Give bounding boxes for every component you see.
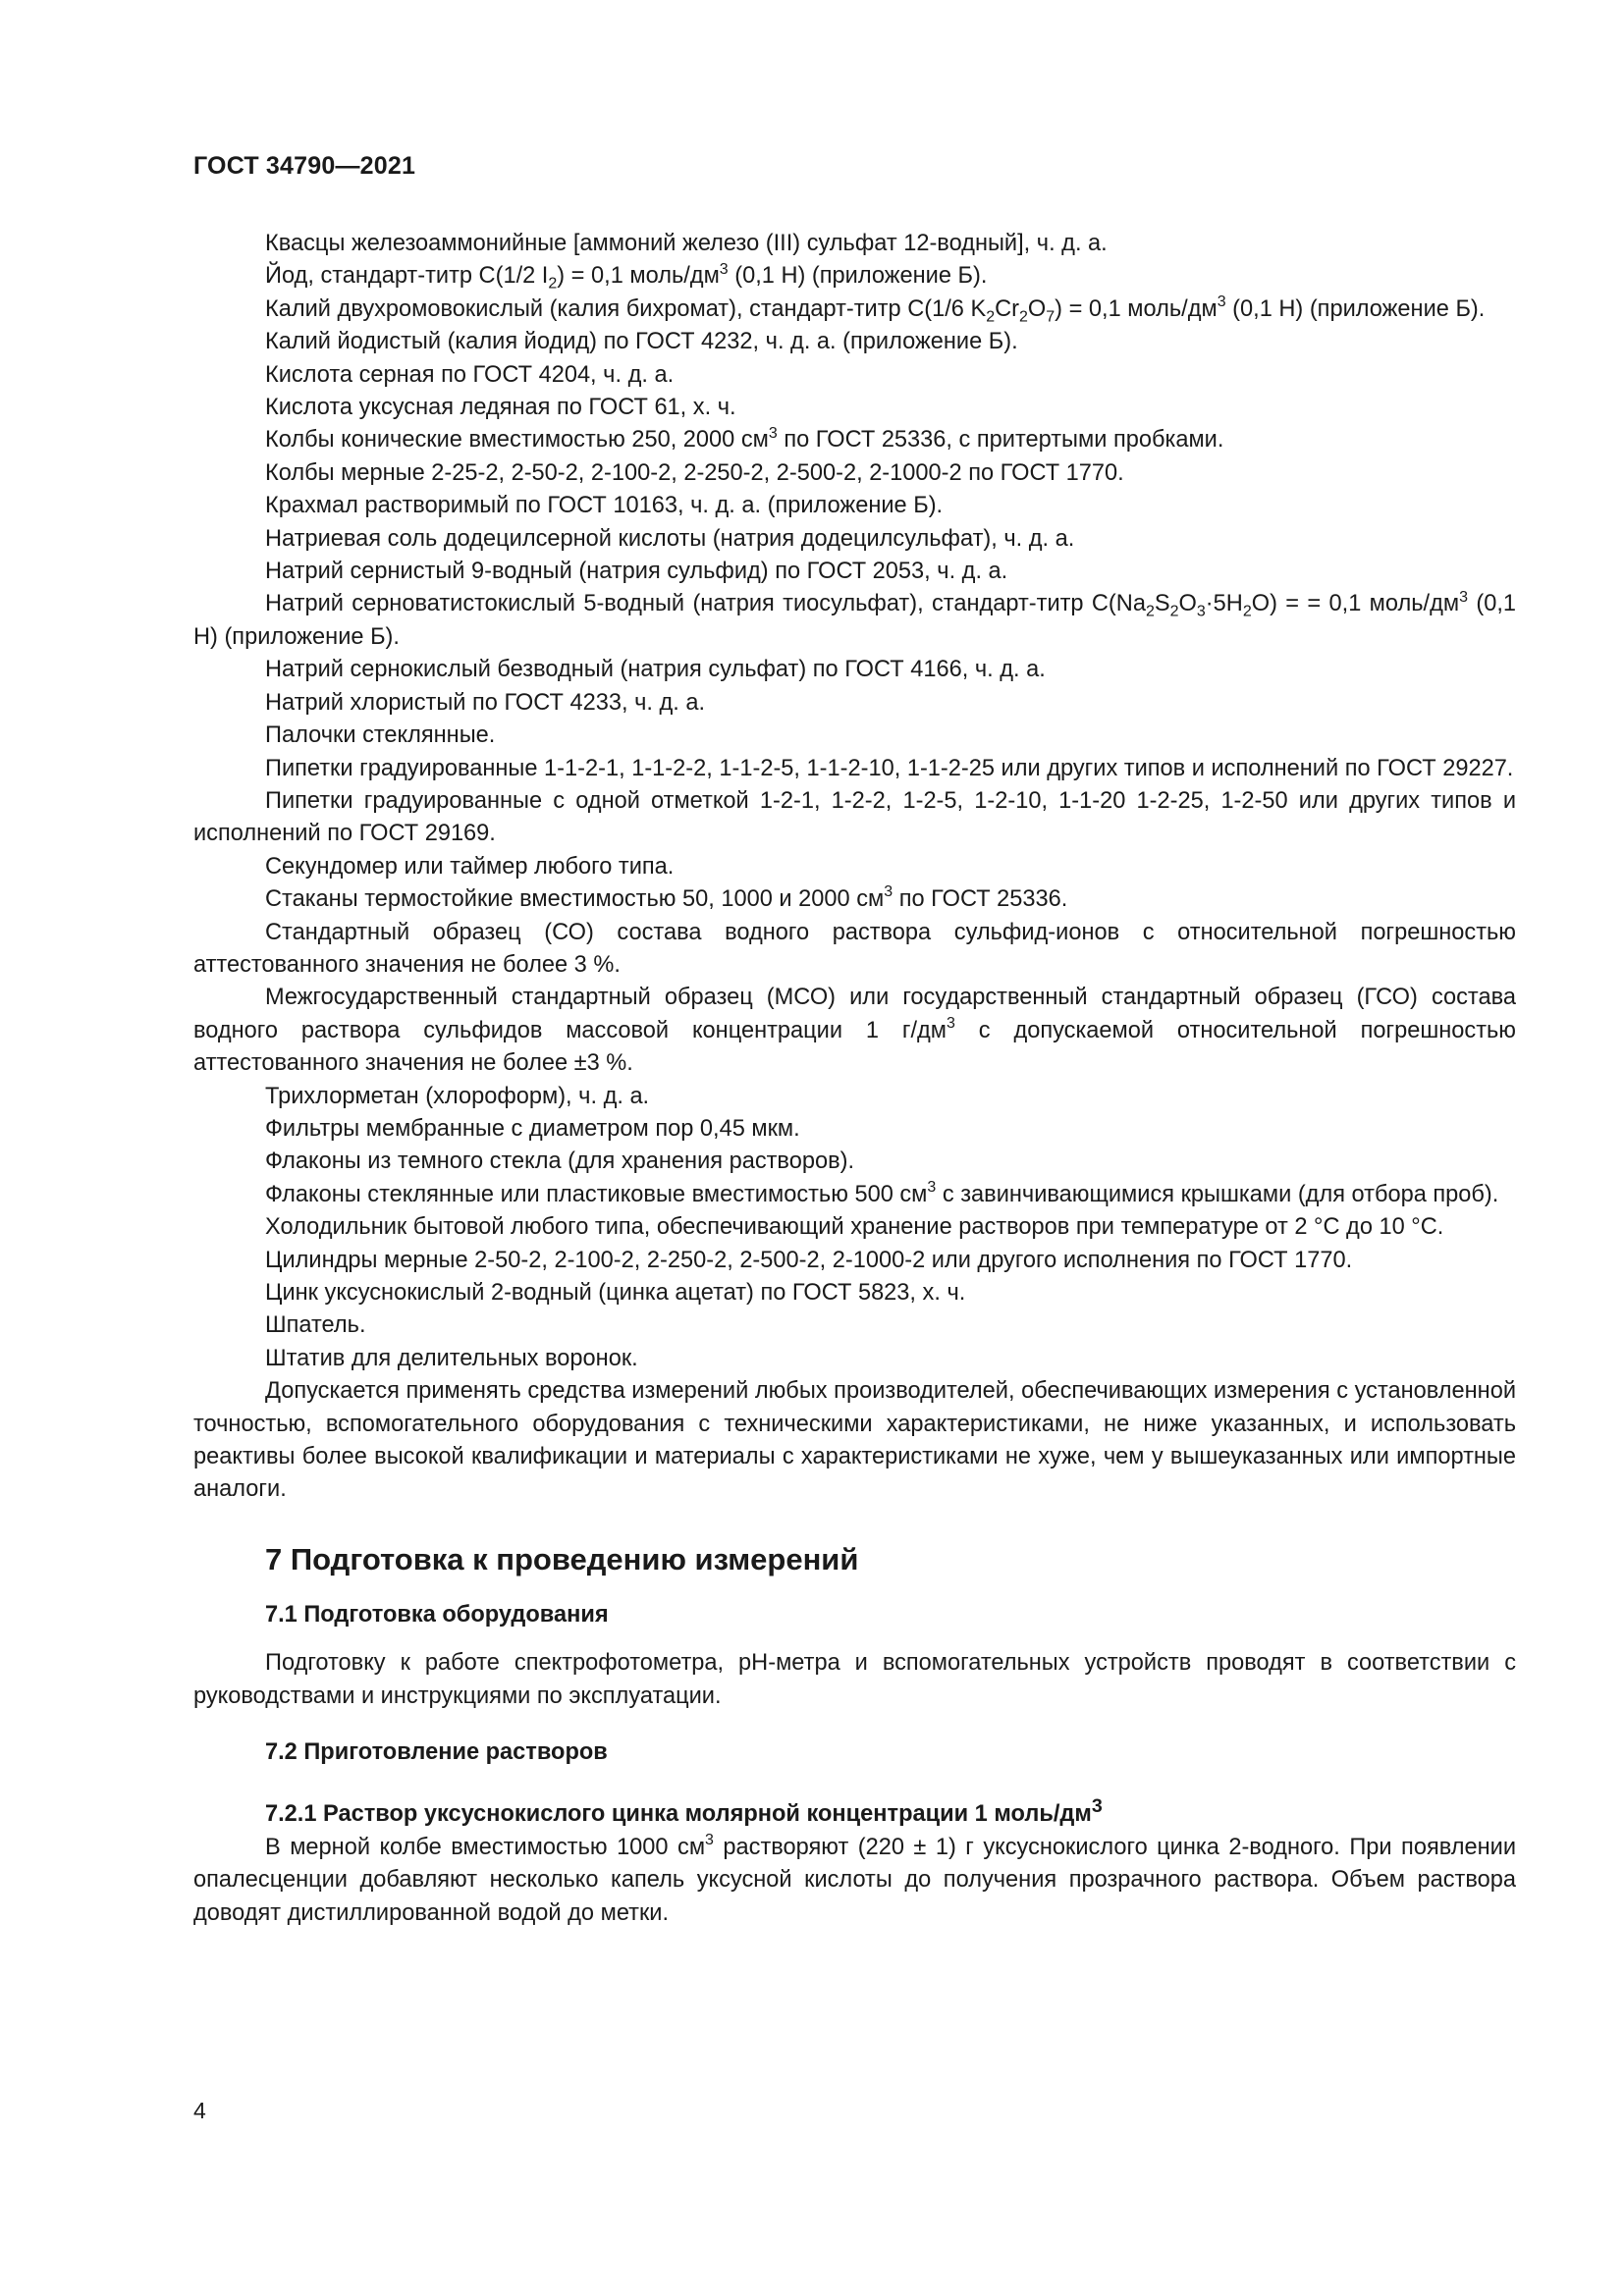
page-number: 4 bbox=[193, 2098, 206, 2123]
list-item: Допускается применять средства измерений любых производителей, обеспечивающих измерения с установленной точностью, вспомогательного оборудования с техническими характеристиками, не ниже указанных, и использовать реактивы более высокой квалификации и материалы с характеристиками не хуже, чем у вышеуказанных или импортные аналоги. bbox=[193, 1378, 1516, 1503]
list-item: Натрий сернокислый безводный (натрия сульфат) по ГОСТ 4166, ч. д. а. bbox=[265, 657, 1046, 683]
list-item: Натрий хлористый по ГОСТ 4233, ч. д. а. bbox=[265, 689, 706, 716]
list-item: Флаконы стеклянные или пластиковые вместимостью 500 $см^3$ с завинчивающимися крышками (для отбора проб). bbox=[265, 1178, 1499, 1207]
list-item: Кислота уксусная ледяная по ГОСТ 61, х. ч. bbox=[265, 395, 736, 421]
list-item: Калий йодистый (калия йодид) по ГОСТ 4232, ч. д. а. (приложение Б). bbox=[265, 329, 1018, 355]
list-item: Цинк уксуснокислый 2-водный (цинка ацетат) по ГОСТ 5823, х. ч. bbox=[265, 1280, 966, 1306]
list-item: Колбы мерные 2-25-2, 2-50-2, 2-100-2, 2-250-2, 2-500-2, 2-1000-2 по ГОСТ 1770. bbox=[265, 459, 1124, 486]
section-7-2-title: 7.2 Приготовление растворов bbox=[265, 1739, 608, 1766]
list-item: Пипетки градуированные 1-1-2-1, 1-1-2-2, 1-1-2-5, 1-1-2-10, 1-1-2-25 или других типов и исполнений по ГОСТ 29227. bbox=[265, 755, 1514, 781]
list-item: Натрий сернистый 9-водный (натрия сульфид) по ГОСТ 2053, ч. д. а. bbox=[265, 559, 1008, 585]
list-item: Шпатель. bbox=[265, 1312, 366, 1339]
list-item: Секундомер или таймер любого типа. bbox=[265, 853, 675, 880]
list-item: Натриевая соль додецилсерной кислоты (натрия додецилсульфат), ч. д. а. bbox=[265, 525, 1075, 552]
list-item: Штатив для делительных воронок. bbox=[265, 1345, 638, 1371]
list-item: Цилиндры мерные 2-50-2, 2-100-2, 2-250-2, 2-500-2, 2-1000-2 или другого исполнения по ГОСТ 1770. bbox=[265, 1247, 1353, 1273]
list-item: Флаконы из темного стекла (для хранения растворов). bbox=[265, 1148, 855, 1175]
list-item: Палочки стеклянные. bbox=[265, 722, 496, 749]
list-item: Натрий серноватистокислый 5-водный (натрия тиосульфат), стандарт-титр $С(Na_2S_2O_3\cdot 5H_2O)$ = = 0,1 моль/$дм^3$ (0,1 Н) (приложение Б). bbox=[193, 588, 1516, 650]
section-7-1-title: 7.1 Подготовка оборудования bbox=[265, 1601, 609, 1628]
list-item: Стандартный образец (СО) состава водного раствора сульфид-ионов с относительной погрешностью аттестованного значения не более 3 %. bbox=[193, 919, 1516, 978]
section-7-2-1-text: В мерной колбе вместимостью 1000 $см^3$ растворяют (220 ± 1) г уксуснокислого цинка 2-водного. При появлении опалесценции добавляют несколько капель уксусной кислоты до получения прозрачного раствора. Объем раствора доводят дистиллированной водой до метки. bbox=[193, 1831, 1517, 1926]
list-item: Йод, стандарт-титр С(1/2 $I_2) = 0,1$ моль/$дм^3$ (0,1 Н) (приложение Б). bbox=[265, 260, 988, 294]
section-7-1-text: Подготовку к работе спектрофотометра, pH-метра и вспомогательных устройств проводят в соответствии с руководствами и инструкциями по эксплуатации. bbox=[193, 1650, 1516, 1709]
section-7-2-1-title: 7.2.1 Раствор уксуснокислого цинка молярной концентрации 1 моль/$дм^3$ bbox=[265, 1795, 1103, 1828]
list-item: Калий двухромовокислый (калия бихромат), стандарт-титр С(1/6 $K_2Cr_2O_7) = 0,1$ моль/$дм^3$ (0,1 Н) (приложение Б). bbox=[265, 293, 1486, 326]
list-item: Трихлорметан (хлороформ), ч. д. а. bbox=[265, 1083, 650, 1109]
list-item: Холодильник бытовой любого типа, обеспечивающий хранение растворов при температуре от 2 °С до 10 °С. bbox=[265, 1214, 1444, 1241]
document-code: ГОСТ 34790—2021 bbox=[193, 152, 416, 180]
equipment-list bbox=[193, 228, 1516, 1507]
list-item: Колбы конические вместимостью 250, 2000 $см^3$ по ГОСТ 25336, с притертыми пробками. bbox=[265, 424, 1224, 454]
list-item: Кислота серная по ГОСТ 4204, ч. д. а. bbox=[265, 361, 675, 388]
document-body bbox=[193, 228, 1516, 1930]
list-item: Крахмал растворимый по ГОСТ 10163, ч. д. а. (приложение Б). bbox=[265, 493, 944, 519]
list-item: Межгосударственный стандартный образец (МСО) или государственный стандартный образец (ГСО) состава водного раствора сульфидов массовой концентрации 1 $г/дм^3$ с допускаемой относительной погрешностью аттестованного значения не более ±3 %. bbox=[193, 985, 1517, 1077]
list-item: Фильтры мембранные с диаметром пор 0,45 мкм. bbox=[265, 1115, 800, 1142]
list-item: Пипетки градуированные с одной отметкой 1-2-1, 1-2-2, 1-2-5, 1-2-10, 1-1-20 1-2-25, 1-2-50 или других типов и исполнений по ГОСТ 29169. bbox=[193, 787, 1516, 847]
list-item: Квасцы железоаммонийные [аммоний железо (III) сульфат 12-водный], ч. д. а. bbox=[265, 231, 1108, 256]
section-7-title: 7 Подготовка к проведению измерений bbox=[265, 1541, 859, 1576]
list-item: Стаканы термостойкие вместимостью 50, 1000 и 2000 $см^3$ по ГОСТ 25336. bbox=[265, 883, 1068, 913]
